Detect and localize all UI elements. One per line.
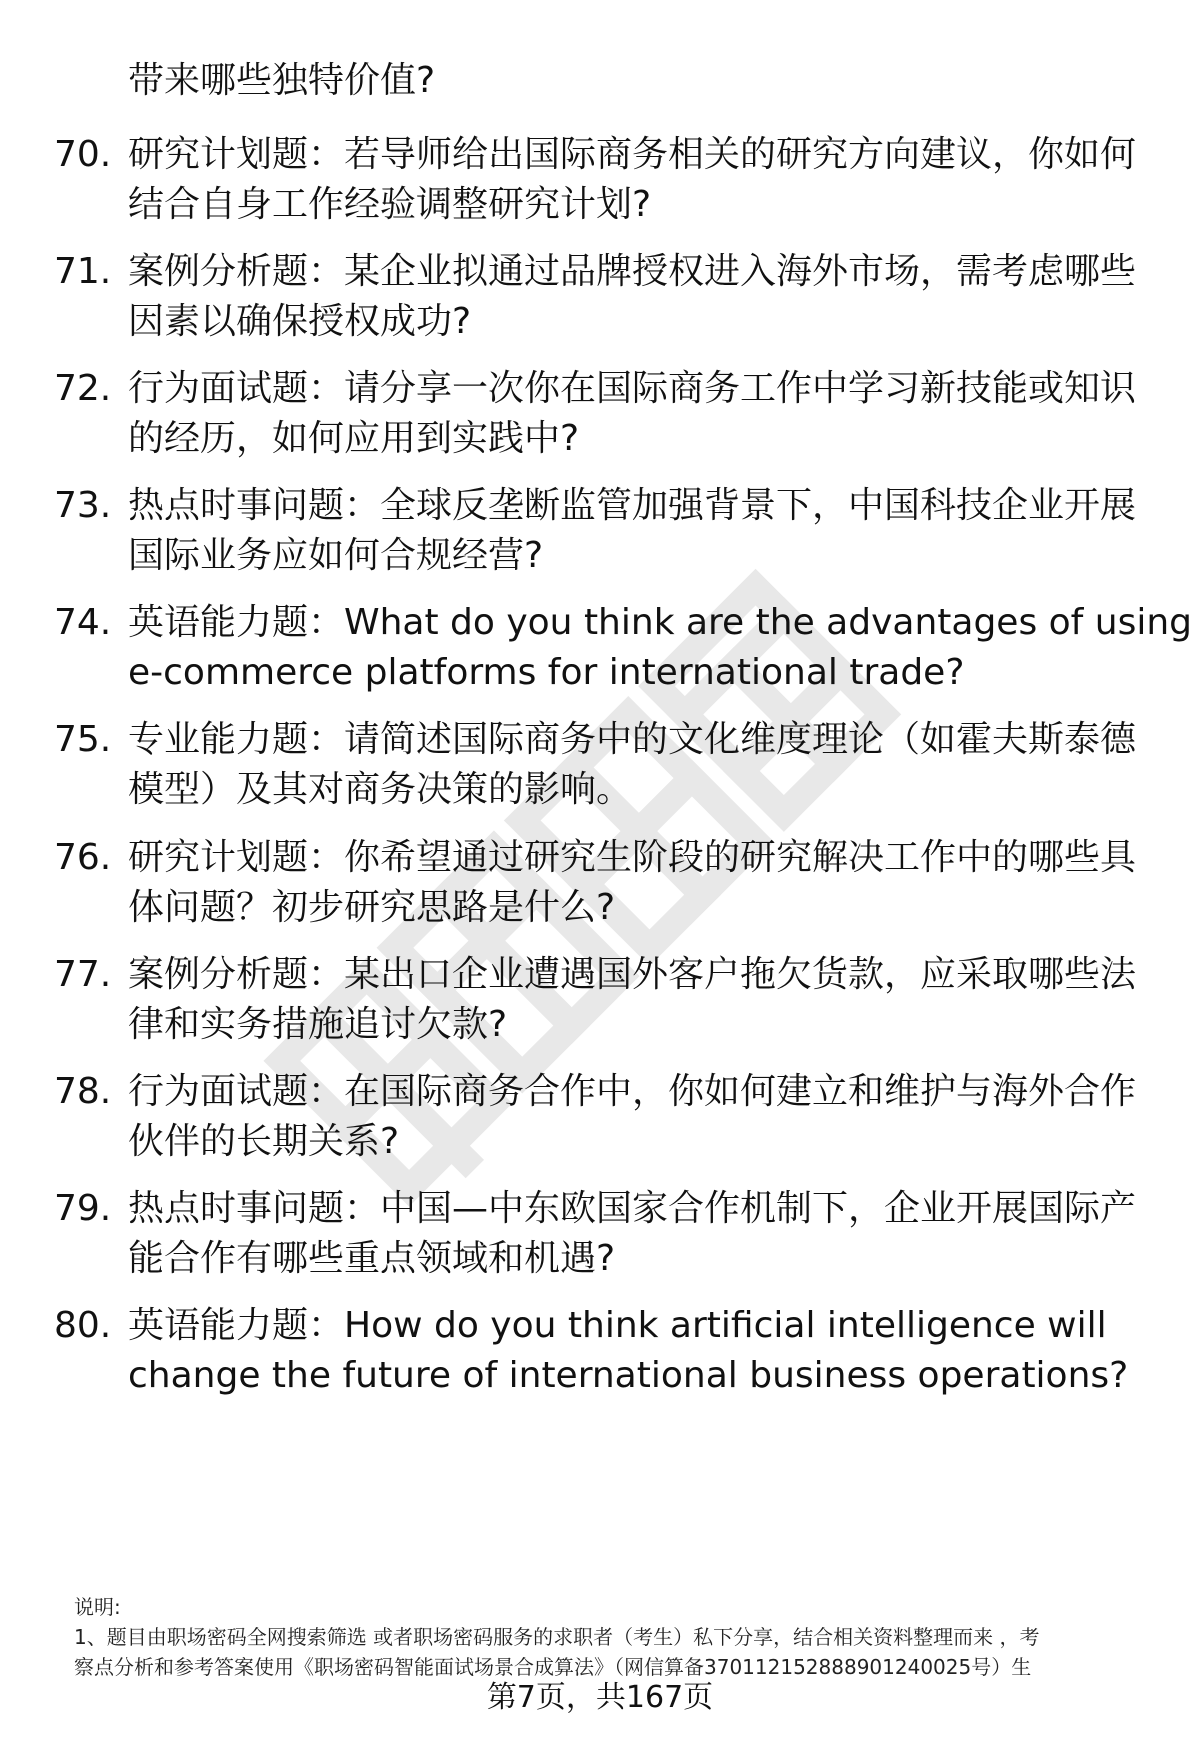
question-line: 能合作有哪些重点领域和机遇?: [128, 1238, 616, 1279]
question-line: 伙伴的长期关系?: [128, 1121, 400, 1162]
question-number: 75.: [54, 719, 112, 760]
question-number: 72.: [54, 368, 112, 409]
question-line: 行为面试题：请分享一次你在国际商务工作中学习新技能或知识: [128, 368, 1137, 409]
question-text: [128, 833, 1168, 933]
question-line: 案例分析题：某企业拟通过品牌授权进入海外市场，需考虑哪些: [128, 251, 1137, 292]
question-line: 热点时事问题：全球反垄断监管加强背景下，中国科技企业开展: [128, 485, 1137, 526]
notes-heading: 说明:: [74, 1595, 121, 1619]
question-number: 70.: [54, 134, 112, 175]
question-number: 71.: [54, 251, 112, 292]
question-line: e-commerce platforms for international trade?: [128, 652, 965, 693]
continued-question-line: 带来哪些独特价值?: [128, 60, 436, 101]
notes-line: 察点分析和参考答案使用《职场密码智能面试场景合成算法》（网信算备370112152888901240025号）生: [74, 1655, 1032, 1679]
question-text: [128, 1067, 1168, 1167]
question-text: [128, 950, 1168, 1050]
question-number: 73.: [54, 485, 112, 526]
question-line: 的经历，如何应用到实践中?: [128, 418, 580, 459]
question-line: 案例分析题：某出口企业遭遇国外客户拖欠货款，应采取哪些法: [128, 954, 1137, 995]
question-number: 80.: [54, 1305, 112, 1346]
question-text: [128, 364, 1168, 464]
question-line: 国际业务应如何合规经营?: [128, 535, 544, 576]
question-line: 英语能力题：How do you think artificial intelligence will: [128, 1305, 1107, 1346]
question-number: 76.: [54, 837, 112, 878]
question-text: [128, 247, 1168, 347]
question-line: 因素以确保授权成功?: [128, 301, 472, 342]
question-line: 体问题？初步研究思路是什么?: [128, 887, 616, 928]
question-line: 行为面试题：在国际商务合作中，你如何建立和维护与海外合作: [128, 1071, 1137, 1112]
question-text: [128, 1301, 1168, 1401]
page-number: 第7页，共167页: [486, 1680, 714, 1715]
notes-section: [74, 1592, 1164, 1682]
question-line: 模型）及其对商务决策的影响。: [128, 769, 633, 810]
question-text: [128, 481, 1168, 581]
question-line: 研究计划题：若导师给出国际商务相关的研究方向建议，你如何: [128, 134, 1137, 175]
question-number: 79.: [54, 1188, 112, 1229]
notes-line: 1、题目由职场密码全网搜索筛选 或者职场密码服务的求职者（考生）私下分享，结合相关资料整理而来 ，考: [74, 1625, 1040, 1649]
question-line: 研究计划题：你希望通过研究生阶段的研究解决工作中的哪些具: [128, 837, 1137, 878]
question-text: [128, 130, 1168, 230]
question-number: 78.: [54, 1071, 112, 1112]
question-text: [128, 715, 1168, 815]
question-line: 律和实务措施追讨欠款?: [128, 1004, 508, 1045]
question-line: 结合自身工作经验调整研究计划?: [128, 184, 652, 225]
question-line: 热点时事问题：中国—中东欧国家合作机制下，企业开展国际产: [128, 1188, 1137, 1229]
question-text: [128, 1184, 1168, 1284]
question-line: 英语能力题：What do you think are the advantages of using: [128, 602, 1193, 643]
question-line: change the future of international business operations?: [128, 1355, 1129, 1396]
question-number: 74.: [54, 602, 112, 643]
question-number: 77.: [54, 954, 112, 995]
question-text: [128, 598, 1193, 698]
question-line: 专业能力题：请简述国际商务中的文化维度理论（如霍夫斯泰德: [128, 719, 1137, 760]
